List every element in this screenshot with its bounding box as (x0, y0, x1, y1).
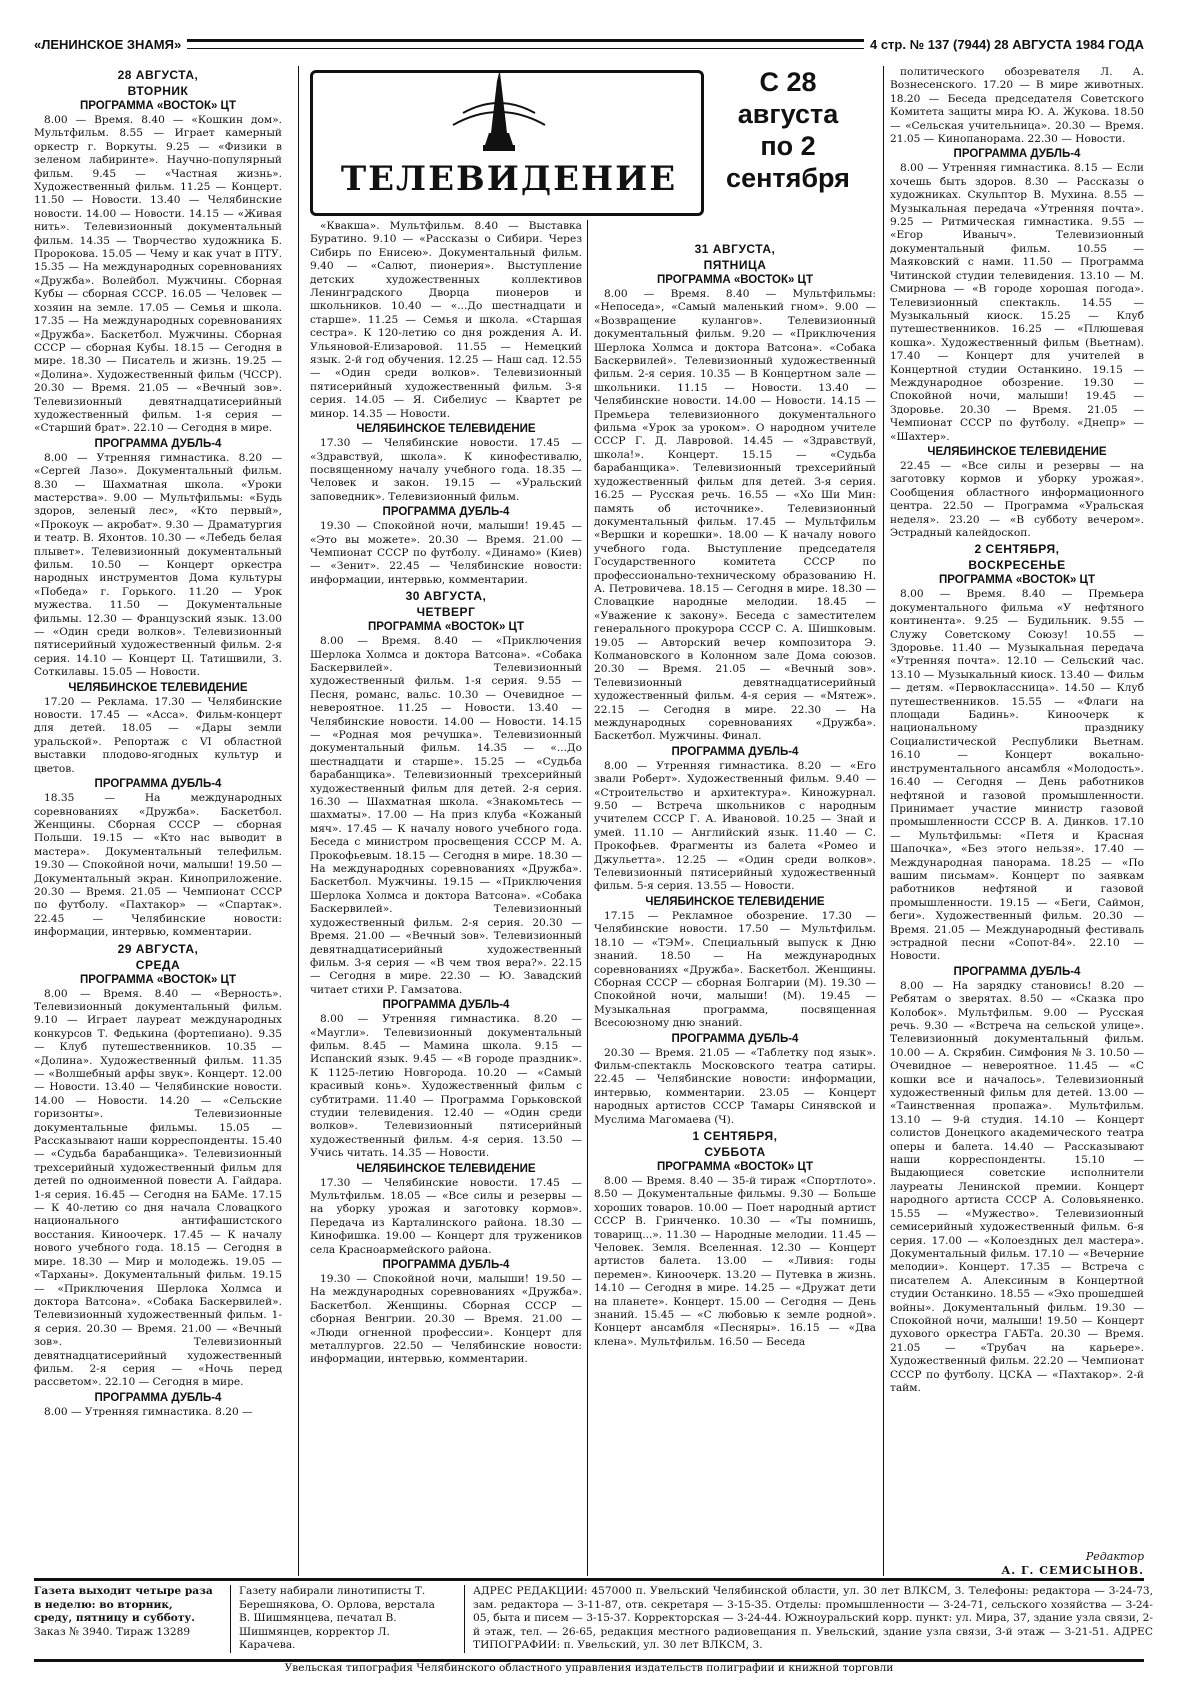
day-heading: ВТОРНИК (127, 84, 189, 98)
channel-heading: ПРОГРАММА ДУБЛЬ-4 (94, 1391, 222, 1404)
column-2 (310, 220, 582, 1576)
channel-heading: ПРОГРАММА «ВОСТОК» ЦТ (80, 100, 236, 112)
day-heading: 30 АВГУСТА, (405, 589, 487, 604)
channel-heading: ПРОГРАММА ДУБЛЬ-4 (94, 778, 222, 791)
channel-heading: ЧЕЛЯБИНСКОЕ ТЕЛЕВИДЕНИЕ (356, 1162, 536, 1175)
channel-heading: ПРОГРАММА ДУБЛЬ-4 (671, 745, 799, 758)
newspaper-name: «ЛЕНИНСКОЕ ЗНАМЯ» (34, 36, 182, 52)
program-listing: 19.30 — Спокойной ночи, малыши! 19.50 — На международных соревнованиях «Дружба». Баскетбол. Женщины. Сборная СССР — сборная Венгрии. 20.30 — Время. 21.00 — «Люди огненной профессии». Концерт для металлургов. 22.50 — Челябинские новости: информации, интервью, комментарии. (310, 1273, 582, 1366)
program-listing: 8.00 — Время. 8.40 — Премьера документального фильма «У нефтяного континента». 9.25 — Будильник. 9.55 — Служу Советскому Союзу! 10.55 — Здоровье. 11.40 — Музыкальная передача «Утренняя почта». 12.10 — Сельский час. 13.10 — Музыкальный киоск. 13.40 — Фильм — детям. «Первоклассница». 14.50 — Клуб путешественников. 15.55 — «Флаги на площади Бадинь». Киноочерк к национальному празднику Социалистической Республики Вьетнам. 16.10 — Концерт вокально-инструментального ансамбля «Молодость». 16.40 — Сегодня — День работников нефтяной и газовой промышленности. Принимает участие министр газовой промышленности СССР В. А. Динков. 17.10 — Мультфильмы: «Петя и Красная Шапочка», «Без этого нельзя». 17.40 — Международная панорама. 18.25 — «По вашим письмам». Концерт по заявкам работников нефтяной и газовой промышленности. 19.15 — «Беги, Саймон, беги». Художественный фильм. 20.30 — Время. 21.05 — Международный фестиваль эстрадной песни «Сопот-84». 22.10 — Новости. (890, 588, 1144, 963)
channel-heading: ЧЕЛЯБИНСКОЕ ТЕЛЕВИДЕНИЕ (645, 895, 825, 908)
tv-dates-line-1: С 28 (759, 67, 817, 97)
day-heading: 31 АВГУСТА, (694, 242, 776, 256)
program-listing: 19.30 — Спокойной ночи, малыши! 19.45 — «Это вы можете». 20.30 — Время. 21.00 — Чемпионат СССР по футболу. «Динамо» (Киев) — «Зенит». 22.45 — Челябинские новости: информации, интервью, комментарии. (310, 520, 582, 586)
channel-heading: ПРОГРАММА ДУБЛЬ-4 (953, 965, 1081, 978)
footer-imprint (34, 1578, 1153, 1662)
channel-heading: ПРОГРАММА ДУБЛЬ-4 (953, 148, 1081, 161)
day-heading: СРЕДА (135, 957, 181, 972)
channel-heading: ПРОГРАММА ДУБЛЬ-4 (94, 437, 222, 450)
page-header (34, 30, 1144, 58)
channel-heading: ЧЕЛЯБИНСКОЕ ТЕЛЕВИДЕНИЕ (927, 445, 1107, 458)
day-heading: 28 АВГУСТА, (117, 68, 199, 82)
newspaper-page (34, 30, 1153, 1680)
channel-heading: ПРОГРАММА «ВОСТОК» ЦТ (368, 621, 524, 634)
tv-title: ТЕЛЕВИДЕНИЕ (340, 159, 678, 199)
editor-credit (890, 1550, 1144, 1578)
program-listing: 8.00 — Утренняя гимнастика. 8.15 — Если хочешь быть здоров. 8.30 — Рассказы о художниках. Скульптор В. Мухина. 8.55 — Музыкальная передача «Утренняя почта». 9.25 — Ритмическая гимнастика. 9.55 — «Егор Иваныч». Телевизионный документальный фильм. 10.55 — Маяковский с нами. 11.50 — Программа Читинской студии телевидения. 13.10 — М. Смирнова — «В городе хорошая погода». Телевизионный спектакль. 14.55 — Музыкальный киоск. 15.25 — Клуб путешественников. 16.25 — «Плюшевая кошка». Художественный фильм (Вьетнам). 17.40 — Концерт для учителей в Концертной студии Останкино. 19.15 — Международное обозрение. 19.30 — Спокойной ночи, малыши! 19.45 — Здоровье. 20.30 — Время. 21.05 — Чемпионат СССР по футболу. «Днепр» — «Шахтер». (890, 162, 1144, 443)
tv-dates-line-3: по 2 (760, 131, 816, 161)
program-listing: 18.35 — На международных соревнованиях «Дружба». Баскетбол. Женщины. Сборная СССР — сборная Польши. 19.15 — «Кто нас выводит в мастера». Документальный телефильм. 19.30 — Спокойной ночи, малыши! 19.50 — Документальный экран. Киноприложение. 20.30 — Время. 21.05 — Чемпионат СССР по футболу. «Пахтакор» — «Спартак». 22.45 — Челябинские новости: информации, интервью, комментарии. (34, 792, 282, 939)
publication-schedule (34, 1585, 214, 1639)
program-listing: 22.45 — «Все силы и резервы — на заготовку кормов и уборку урожая». Сообщения областного информационного центра. 22.50 — Программа «Уральская неделя». 23.20 — «В субботу вечером». Эстрадный калейдоскоп. (890, 459, 1144, 539)
editor-name: А. Г. СЕМИСЫНОВ. (1001, 1564, 1144, 1577)
program-listing: 17.30 — Челябинские новости. 17.45 — Мультфильм. 18.05 — «Все силы и резервы — на уборку урожая и заготовку кормов». Передача из Карталинского района. 18.30 — Кинофишка. 19.00 — Концерт для тружеников села Красноармейского района. (310, 1176, 582, 1256)
program-listing: 8.00 — Утренняя гимнастика. 8.20 — (44, 1405, 253, 1418)
channel-heading: ПРОГРАММА ДУБЛЬ-4 (382, 1259, 510, 1272)
column-3 (594, 240, 876, 1576)
channel-heading: ПРОГРАММА ДУБЛЬ-4 (671, 1032, 799, 1045)
tv-banner (310, 66, 850, 216)
program-listing: 8.00 — Время. 8.40 — «Верность». Телевизионный документальный фильм. 9.10 — Играет лауреат международных конкурсов Т. Федькина (фортепиано). 9.35 — Клуб путешественников. 10.35 — «Долина». Художественный фильм. 11.35 — «Волшебный арфы звук». Концерт. 12.00 — Новости. 13.40 — Челябинские новости. 14.00 — Новости. 14.20 — «Сельские горизонты». Телевизионные документальные фильмы. 15.05 — Рассказывают наши корреспонденты. 15.40 — «Судьба барабанщика». Телевизионный трехсерийный художественный фильм для детей по одноименной повести А. Гайдара. 1-я серия. 16.45 — Сегодня на БАМе. 17.15 — К 40-летию со дня начала Словацкого национального антифашистского восстания. Киноочерк. 17.45 — К началу нового учебного года. 18.15 — Сегодня в мире. 18.30 — Мир и молодежь. 19.05 — «Тарханы». Документальный фильм. 19.15 — «Приключения Шерлока Холмса и доктора Ватсона». «Собака Баскервилей». Телевизионный художественный фильм. 1-я серия. 20.30 — Время. 21.00 — «Вечный зов». Телевизионный девятнадцатисерийный художественный фильм. 2-я серия — «Ночь перед рассветом». 22.10 — Сегодня в мире. (34, 987, 282, 1389)
program-listing: «Квакша». Мультфильм. 8.40 — Выставка Буратино. 9.10 — «Рассказы о Сибири. Через Сибирь по Енисею». Документальный фильм. 9.40 — «Салют, пионерия». Выступление детских художественных коллективов Ленинградского Дворца пионеров и школьников. 10.40 — «...До шестнадцати и старше». 11.25 — Семья и школа. «Старшая сестра». К 120-летию со дня рождения А. И. Ульяновой-Елизаровой. 11.55 — Немецкий язык. 2-й год обучения. 12.25 — Наш сад. 12.55 — «Один среди волков». Телевизионный пятисерийный художественный фильм. 3-я серия. 14.05 — Я. Сибелиус — Квартет ре минор. 14.35 — Новости. (310, 220, 582, 420)
channel-heading: ПРОГРАММА ДУБЛЬ-4 (382, 999, 510, 1012)
day-heading: 1 СЕНТЯБРЯ, (692, 1128, 778, 1143)
channel-heading: ПРОГРАММА ДУБЛЬ-4 (382, 506, 510, 519)
editor-label: Редактор (1085, 1550, 1144, 1563)
program-listing: 8.00 — Время. 8.40 — Мультфильмы: «Непоседа», «Самый маленький гном». 9.00 — «Возвращение кулангов». Телевизионный документальный фильм. 9.20 — «Приключения Шерлока Холмса и доктора Ватсона». «Собака Баскервилей». Телевизионный художественный фильм. 2-я серия. 10.35 — В Концертном зале — школьники. 11.15 — Новости. 13.40 — Челябинские новости. 14.00 — Новости. 14.15 — Премьера телевизионного документального фильма «Урок за уроком». О народном учителе СССР Г. Д. Лавровой. 14.45 — «Здравствуй, школа!». Концерт. 15.15 — «Судьба барабанщика». Телевизионный трехсерийный художественный фильм для детей. 3-я серия. 16.25 — Русская речь. 16.55 — «Хо Ши Мин: память об источнике». Телевизионный документальный фильм. 17.45 — Мультфильм «Вершки и корешки». 18.00 — К началу нового учебного года. Выступление председателя Государственного комитета СССР по профессионально-техническому образованию Н. А. Петровичева. 18.15 — Сегодня в мире. 18.30 — Словацкие народные мелодии. 18.45 — «Уважение к закону». Беседа с заместителем генерального прокурора СССР С. А. Шишковым. 19.05 — Авторский вечер композитора Э. Колмановского в Колонном зале Дома союзов. 20.30 — Время. 21.05 — «Вечный зов». Телевизионный девятнадцатисерийный художественный фильм. 4-я серия — «Мятеж». 22.15 — Сегодня в мире. 22.30 — На международных соревнованиях «Дружба». Баскетбол. Мужчины. Финал. (594, 288, 876, 743)
column-divider (883, 66, 884, 1576)
program-listing: 8.00 — Время. 8.40 — «Приключения Шерлока Холмса и доктора Ватсона». «Собака Баскервилей». Телевизионный художественный фильм. 1-я серия. 9.55 — Песня, романс, вальс. 10.30 — Очевидное — невероятное. 11.25 — Новости. 13.40 — Челябинские новости. 14.00 — Новости. 14.15 — «Родная моя речушка». Телевизионный документальный фильм. 14.35 — «...До шестнадцати и старше». 15.25 — «Судьба барабанщика». Телевизионный трехсерийный художественный фильм для детей. 2-я серия. 16.30 — Шахматная школа. «Знакомьтесь — шахматы». 17.00 — На приз клуба «Кожаный мяч». 17.45 — К началу нового учебного года. Беседа с министром просвещения СССР М. А. Прокофьевым. 18.15 — Сегодня в мире. 18.30 — На международных соревнованиях «Дружба». Баскетбол. Мужчины. 19.15 — «Приключения Шерлока Холмса и доктора Ватсона». «Собака Баскервилей». Телевизионный художественный фильм. 2-я серия. 20.30 — Время. 21.00 — «Вечный зов». Телевизионный девятнадцатисерийный художественный фильм. 3-я серия — «В чем твоя вера?». 22.15 — Сегодня в мире. 22.30 — Ю. Завадский читает стихи Р. Гамзатова. (310, 635, 582, 996)
program-listing: политического обозревателя Л. А. Вознесенского. 17.20 — В мире животных. 18.20 — Беседа председателя Советского Комитета защиты мира Ю. А. Жукова. 18.50 — «Сельская учительница». 20.30 — Время. 21.05 — Кинопанорама. 22.30 — Новости. (890, 66, 1144, 146)
column-divider (298, 66, 299, 1576)
day-heading: 29 АВГУСТА, (117, 941, 199, 956)
schedule-text: Газета выходит четыре раза в неделю: во вторник, среду, пятницу и субботу. (34, 1585, 213, 1624)
column-1 (34, 66, 282, 1576)
day-heading: 2 СЕНТЯБРЯ, (974, 542, 1060, 557)
program-listing: 8.00 — На зарядку становись! 8.20 — Ребятам о зверятах. 8.50 — «Сказка про Колобок». Мультфильм. 9.00 — Русская речь. 9.30 — «Встреча на сельской улице». Телевизионный документальный фильм. 10.00 — А. Скрябин. Симфония № 3. 10.50 — Очевидное — невероятное. 11.45 — «С кошки все и началось». Телевизионный художественный фильм для детей. 13.00 — «Таинственная пропажа». Мультфильм. 13.10 — 9-й студия. 14.10 — Концерт солистов Донецкого академического театра оперы и балета. 14.40 — Рассказывают наши корреспонденты. 15.10 — Выдающиеся советские исполнители лауреаты Ленинской премии. Концерт народного артиста СССР А. Соловьяненко. 15.55 — «Мужество». Телевизионный семисерийный художественный фильм. 6-я серия. 17.00 — «Колоездных дел мастера». Документальный фильм. 17.10 — «Вечерние мелодии». Концерт. 17.35 — Встреча с писателем А. Алексиным в Концертной студии Останкино. 18.55 — «Эхо прошедшей войны». Документальный фильм. 19.30 — Спокойной ночи, малыши! 19.50 — Концерт духового оркестра ГАБТа. 20.30 — Время. 21.05 — «Трубач на карьере». Художественный фильм. 22.20 — Чемпионат СССР по футболу. ЦСКА — «Пахтакор». 2-й тайм. (890, 979, 1144, 1394)
order-number: Заказ № 3940. Тираж 13289 (34, 1625, 191, 1638)
tv-logo-frame (310, 70, 704, 216)
day-heading: СУББОТА (704, 1144, 766, 1159)
program-listing: 8.00 — Утренняя гимнастика. 8.20 — «Его звали Роберт». Художественный фильм. 9.40 — «Строительство и архитектура». Киножурнал. 9.50 — Встреча школьников с народным учителем СССР Г. А. Ивановой. 10.25 — Знай и умей. 11.10 — Английский язык. 11.40 — С. Прокофьев. Фрагменты из балета «Ромео и Джульетта». 12.25 — «Один среди волков». Телевизионный пятисерийный художественный фильм. 5-я серия. 13.55 — Новости. (594, 759, 876, 893)
day-heading: ПЯТНИЦА (703, 258, 767, 272)
issue-info: 4 стр. № 137 (7944) 28 АВГУСТА 1984 ГОДА (869, 36, 1144, 52)
channel-heading: ЧЕЛЯБИНСКОЕ ТЕЛЕВИДЕНИЕ (356, 423, 536, 436)
program-listing: 8.00 — Время. 8.40 — 35-й тираж «Спортлото». 8.50 — Документальные фильмы. 9.30 — Больше хороших товаров. 10.00 — Поет народный артист СССР В. Гринченко. 10.30 — «Ты помнишь, товарищ...». 11.30 — Народные мелодии. 11.45 — Человек. Земля. Вселенная. 12.30 — Концерт артистов балета. 13.00 — «Ливия: годы перемен». Киноочерк. 13.20 — Путевка в жизнь. 14.10 — Сегодня в мире. 14.25 — «Дружат дети на планете». Концерт. 15.00 — Сегодня — День знаний. 15.45 — «С любовью к земле родной». Концерт ансамбля «Песняры». 16.15 — «Два клена». Мультфильм. 16.50 — Беседа (594, 1174, 876, 1348)
day-heading: ВОСКРЕСЕНЬЕ (968, 558, 1066, 573)
channel-heading: ПРОГРАММА «ВОСТОК» ЦТ (657, 274, 813, 286)
tv-dates-line-2: августа (737, 99, 839, 129)
printing-house: Увельская типография Челябинского областного управления издательств полиграфии и книжной торговли (284, 1662, 894, 1674)
program-listing: 20.30 — Время. 21.05 — «Таблетку под язык». Фильм-спектакль Московского театра сатиры. 22.45 — Челябинские новости: информации, интервью, комментарии. 23.05 — Концерт народных артистов СССР Тамары Синявской и Муслима Магомаева (Ч). (594, 1046, 876, 1126)
channel-heading: ПРОГРАММА «ВОСТОК» ЦТ (80, 973, 236, 986)
channel-heading: ЧЕЛЯБИНСКОЕ ТЕЛЕВИДЕНИЕ (68, 681, 248, 694)
typesetters-credit: Газету набирали линотиписты Т. Берешнякова, О. Орлова, верстала В. Шишмянцева, печатал В. Шишмянцев, корректор Л. Карачева. (230, 1585, 449, 1653)
program-listing: 8.00 — Утренняя гимнастика. 8.20 — «Маугли». Телевизионный документальный фильм. 8.45 — Мамина школа. 9.15 — Испанский язык. 9.45 — «В городе праздник». К 1125-летию Новгорода. 10.20 — «Самый красивый конь». Художественный фильм с субтитрами. 11.40 — Программа Горьковской студии телевидения. 12.40 — «Один среди волков». Телевизионный пятисерийный художественный фильм. 4-я серия. 13.50 — Учись читать. 14.35 — Новости. (310, 1013, 582, 1160)
channel-heading: ПРОГРАММА «ВОСТОК» ЦТ (939, 574, 1095, 587)
channel-heading: ПРОГРАММА «ВОСТОК» ЦТ (657, 1160, 813, 1173)
program-listing: 17.15 — Рекламное обозрение. 17.30 — Челябинские новости. 17.50 — Мультфильм. 18.10 — «ТЭМ». Специальный выпуск к Дню знаний. 18.50 — На международных соревнованиях «Дружба». Баскетбол. Женщины. Сборная СССР — сборная Болгарии (М). 19.30 — Спокойной ночи, малыши! (М). 19.45 — Музыкальная программа, посвященная Всесоюзному дню знаний. (594, 909, 876, 1030)
program-listing: 8.00 — Утренняя гимнастика. 8.20 — «Сергей Лазо». Документальный фильм. 8.30 — Шахматная школа. «Уроки мастерства». 9.00 — Мультфильмы: «Будь здоров, зеленый лес», «Кто первый», «Прокоук — акробат». 9.30 — Драматургия и театр. В. Яхонтов. 10.30 — «Лебедь белая плывет». Телевизионный документальный фильм. 10.50 — Концерт оркестра народных инструментов Дома культуры «Победа» г. Горького. 11.20 — Урок мужества. 11.50 — Документальные фильмы. 12.30 — Французский язык. 13.00 — «Один среди волков». Телевизионный пятисерийный художественный фильм. 2-я серия. 14.10 — Концерт Ц. Татишвили, З. Соткилавы. 15.05 — Новости. (34, 451, 282, 679)
column-4 (890, 66, 1144, 1576)
column-divider (587, 220, 588, 1576)
header-rule (187, 39, 864, 49)
program-listing: 17.20 — Реклама. 17.30 — Челябинские новости. 17.45 — «Асса». Фильм-концерт для детей. 18.05 — «Дары земли уральской». Репортаж с VI областной выставки плодово-ягодных культур и цветов. (34, 695, 282, 775)
program-listing: 17.30 — Челябинские новости. 17.45 — «Здравствуй, школа». К кинофестивалю, посвященному началу учебного года. 18.35 — Человек и закон. 19.15 — «Уральский заповедник». Телевизионный фильм. (310, 437, 582, 503)
program-listing: 8.00 — Время. 8.40 — «Кошкин дом». Мультфильм. 8.55 — Играет камерный оркестр г. Воркуты. 9.25 — «Физики в зеленом лабиринте». Научно-популярный фильм. 9.45 — «Частная жизнь». Художественный фильм. 11.25 — Концерт. 11.50 — Новости. 13.40 — Челябинские новости. 14.00 — Новости. 14.15 — «Живая нить». Телевизионный документальный фильм. 14.35 — Творчество художника Б. Пророкова. 15.05 — Чему и как учат в ПТУ. 15.35 — На международных соревнованиях «Дружба». Волейбол. Мужчины. Сборная Кубы — сборная СССР. 16.05 — Человек — хозяин на земле. 17.05 — Семья и школа. 17.35 — На международных соревнованиях «Дружба». Баскетбол. Мужчины. Сборная СССР — сборная Кубы. 18.15 — Сегодня в мире. 18.30 — Писатель и жизнь. 19.25 — «Долина». Художественный фильм (ЧССР). 20.30 — Время. 21.05 — «Вечный зов». Телевизионный девятнадцатисерийный художественный фильм. 1-я серия — «Старший брат». 22.10 — Сегодня в мире. (34, 114, 282, 435)
tv-dates-line-4: сентября (726, 163, 850, 193)
tv-date-range (708, 66, 868, 194)
day-heading: ЧЕТВЕРГ (416, 605, 476, 620)
editorial-address: АДРЕС РЕДАКЦИИ: 457000 п. Увельский Челябинской области, ул. 30 лет ВЛКСМ, 3. Телефоны: редактора — 3-24-73, зам. редактора — 3-11-87, отв. секретаря — 3-15-35. Отделы: промышленности — 3-24-71, сельского хозяйства — 3-24-05, быта и писем — 3-15-37. Корректорская — 3-24-44. Южноуральский корр. пункт: ул. Мира, 37, здание узла связи, 2-й этаж, тел. — 26-65, редакция местного радиовещания п. Увельский, здание узла связи, 3-й этаж — 3-21-51. АДРЕС ТИПОГРАФИИ: п. Увельский, ул. 30 лет ВЛКСМ, 3. (464, 1585, 1153, 1653)
